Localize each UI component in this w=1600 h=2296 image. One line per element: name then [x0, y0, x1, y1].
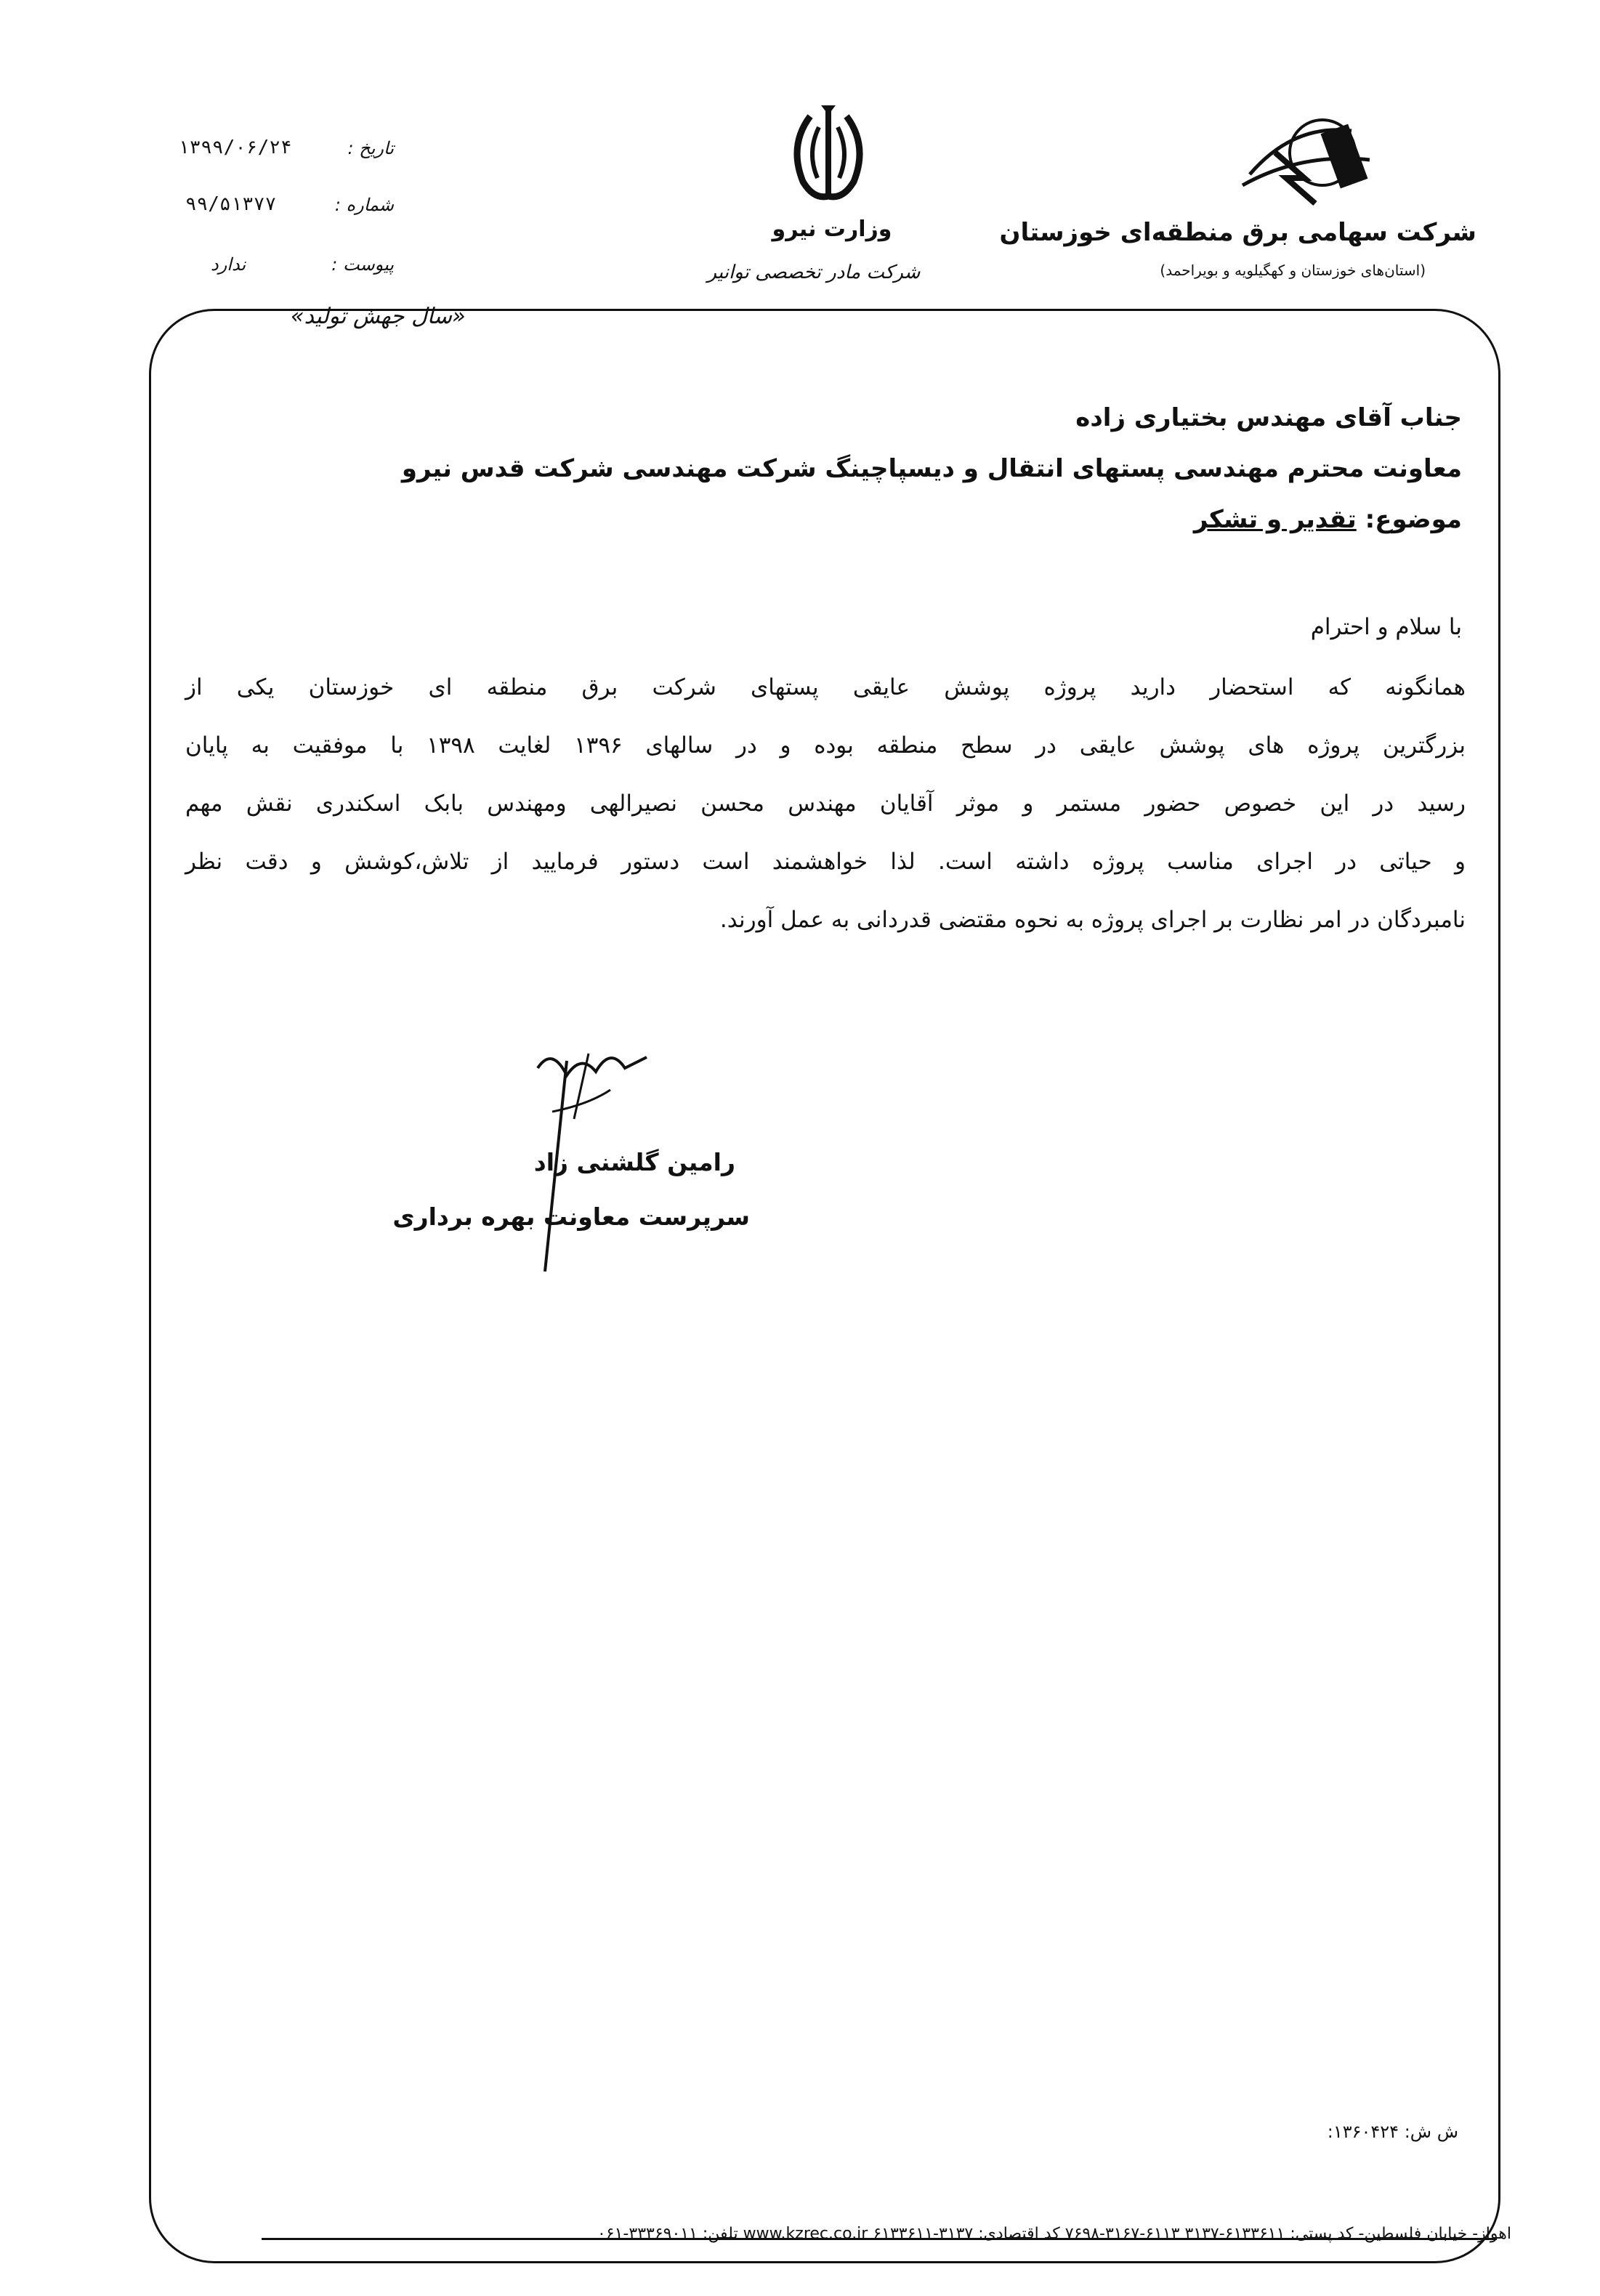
greeting: با سلام و احترام: [1310, 614, 1462, 640]
reference-code: ش ش: ۱۳۶۰۴۲۴:: [1327, 2122, 1458, 2142]
body-line: بزرگترین پروژه های پوشش عایقی در سطح منطقه بوده و در سالهای ۱۳۹۶ لغایت ۱۳۹۸ با موفقیت به پایان: [185, 732, 1466, 759]
ministry-subtitle: شرکت مادر تخصصی توانیر: [707, 262, 921, 283]
number-label: شماره :: [334, 195, 394, 215]
number-value: ۹۹/۵۱۳۷۷: [185, 193, 277, 215]
signer-name: رامین گلشنی زاد: [533, 1148, 735, 1176]
date-label: تاریخ :: [347, 138, 394, 158]
body-line: و حیاتی در اجرای مناسب پروژه داشته است. لذا خواهشمند است دستور فرمایید از تلاش،کوشش و دقت نظر: [185, 849, 1466, 875]
attachment-value: ندارد: [211, 254, 246, 275]
subject-label: موضوع:: [1365, 505, 1462, 534]
company-subtitle: (استان‌های خوزستان و کهگیلویه و بویراحمد): [1160, 262, 1426, 279]
iran-emblem-icon: [781, 102, 876, 211]
footer-address: اهواز- خیابان فلسطین- کد پستی: ۶۱۳۳۶۱۱-۳۱۳۷ ۶۱۱۳-۳۱۶۷-۷۶۹۸ کد اقتصادی: www.kzrec.co.ir ۶۱۳۳۶۱۱-۳۱۳۷ تلفن: ۳۳۳۶۹۰۱۱-۰۶۱: [597, 2225, 1511, 2243]
company-logo-icon: [1235, 109, 1373, 211]
body-line: نامبردگان در امر نظارت بر اجرای پروژه به نحوه مقتضی قدردانی به عمل آورند.: [719, 907, 1466, 933]
body-line: همانگونه که استحضار دارید پروژه پوشش عایقی پستهای شرکت برق منطقه ای خوزستان یکی از: [185, 674, 1466, 700]
subject-line: [1194, 505, 1462, 534]
year-slogan: «سال جهش تولید»: [291, 304, 466, 329]
attachment-label: پیوست :: [331, 254, 394, 275]
recipient-name: جناب آقای مهندس بختیاری زاده: [1075, 403, 1462, 432]
company-name: شرکت سهامی برق منطقه‌ای خوزستان: [999, 218, 1476, 247]
ministry-name: وزارت نیرو: [772, 217, 892, 242]
letter-frame: [149, 309, 1500, 2263]
subject-value: تقدیر و تشکر: [1193, 505, 1357, 534]
date-value: ۱۳۹۹/۰۶/۲۴: [178, 137, 292, 158]
body-line: رسید در این خصوص حضور مستمر و موثر آقایان مهندس محسن نصیرالهی ومهندس بابک اسکندری نقش مهم: [185, 791, 1466, 817]
recipient-office: معاونت محترم مهندسی پستهای انتقال و دیسپاچینگ شرکت مهندسی شرکت قدس نیرو: [401, 454, 1462, 483]
signer-title: سرپرست معاونت بهره برداری: [392, 1202, 750, 1231]
